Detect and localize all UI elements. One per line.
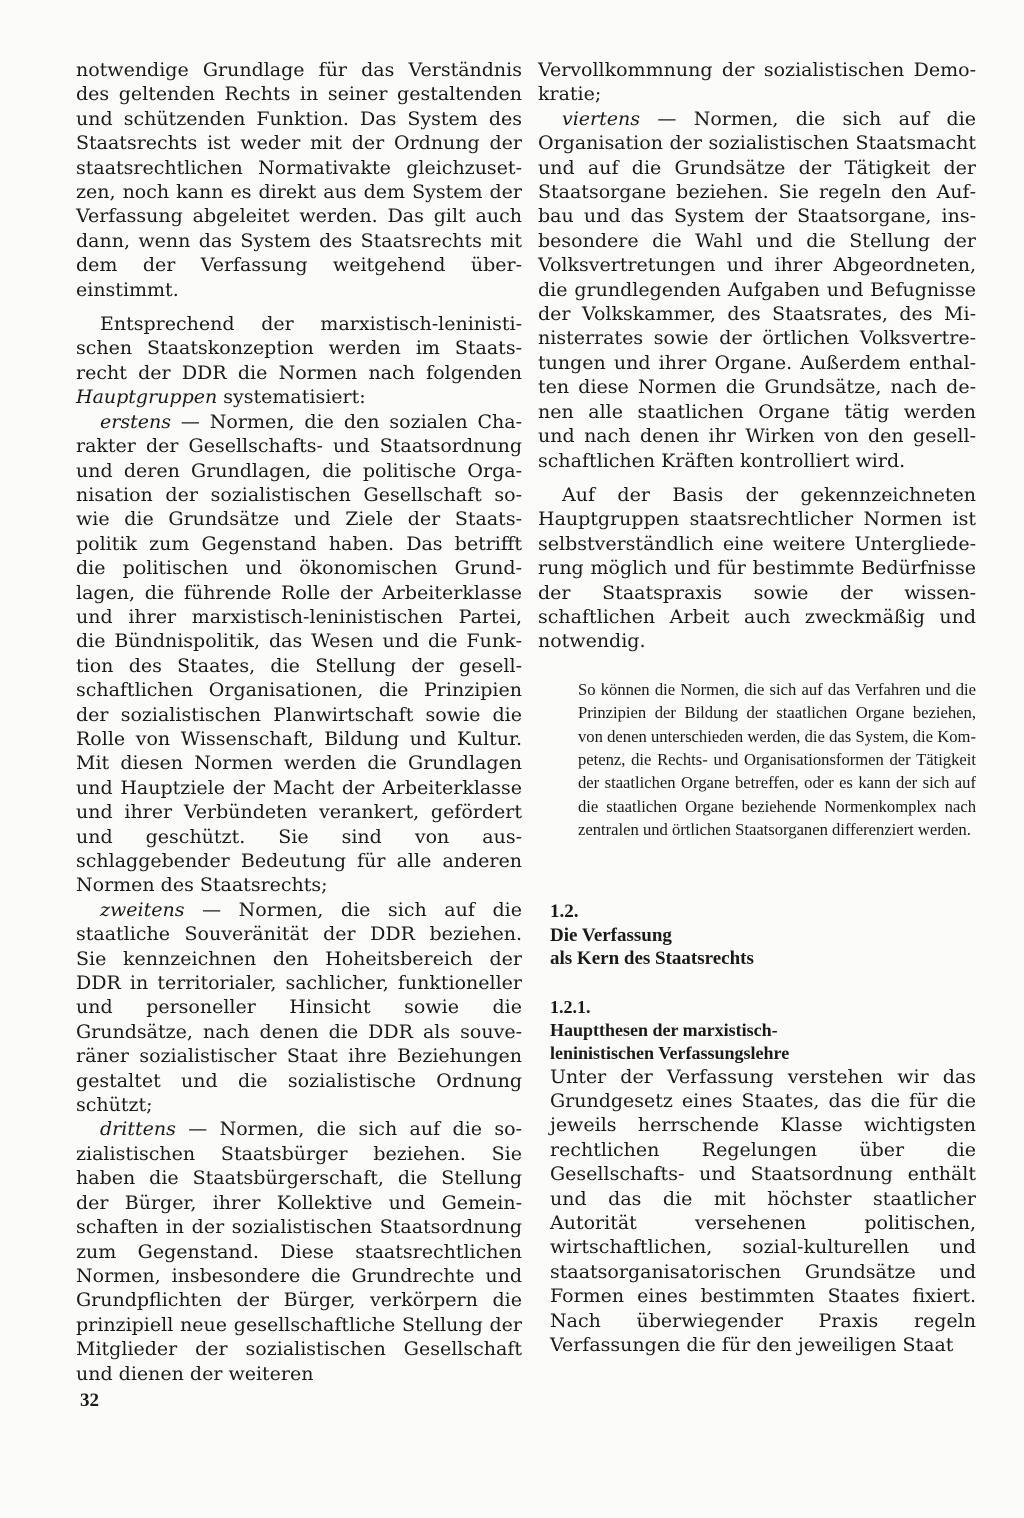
paragraph: zweitens — Normen, die sich auf die staatliche Souveränität der DDR beziehen. Sie kennzeichnen den Hoheitsbereich der DDR in territorialer, sachlicher, funktioneller und personeller Hinsicht sowie die Grundsätze, nach denen die DDR als souveräner sozialistischer Staat ihre Beziehungen gestaltet und die sozialistische Ordnung schützt; bbox=[76, 898, 522, 1117]
paragraph: drittens — Normen, die sich auf die sozialistischen Staatsbürger beziehen. Sie haben die Staatsbürgerschaft, die Stellung der Bürger, ihrer Kollektive und Gemeinschaften in der sozialistischen Staatsordnung zum Gegenstand. Diese staatsrechtlichen Normen, insbesondere die Grundrechte und Grundpflichten der Bürger, verkörpern die prinzipiell neue gesellschaftliche Stellung der Mitglieder der sozialistischen Gesellschaft und dienen der weiteren bbox=[76, 1118, 522, 1385]
paragraph: viertens — Normen, die sich auf die Organisation der sozialistischen Staatsmacht und auf die Grundsätze der Tätigkeit der Staatsorgane beziehen. Sie regeln den Aufbau und das System der Staatsorgane, insbesondere die Wahl und die Stellung der Volksvertretungen und ihrer Abgeordneten, die grundlegenden Aufgaben und Befugnisse der Volkskammer, des Staatsrates, des Ministerrates sowie der örtlichen Volksvertretungen und ihrer Organe. Außerdem enthalten diese Normen die Grundsätze, nach denen alle staatlichen Organe tätig werden und nach denen ihr Wirken von den gesellschaftlichen Kräften kontrolliert wird. bbox=[538, 107, 976, 472]
right-column bbox=[538, 58, 976, 1357]
section-title-line: Die Verfassung bbox=[550, 924, 672, 946]
subsection-title-line: leninistischen Verfassungslehre bbox=[550, 1042, 790, 1063]
paragraph: erstens — Normen, die den sozialen Charakter der Gesellschafts- und Staatsordnung und deren Grundlagen, die politische Organisation der sozialistischen Gesellschaft sowie die Grundsätze und Ziele der Staatspolitik zum Gegenstand haben. Das betrifft die politischen und ökonomischen Grundlagen, die führende Rolle der Arbeiterklasse und ihrer marxistisch-leninistischen Partei, die Bündnispolitik, das Wesen und die Funktion des Staates, die Stellung der gesellschaftlichen Organisationen, die Prinzipien der sozialistischen Planwirtschaft sowie die Rolle von Wissenschaft, Bildung und Kultur. Mit diesen Normen werden die Grundlagen und Hauptziele der Macht der Arbeiterklasse und ihrer Verbündeten verankert, gefördert und geschützt. Sie sind von ausschlaggebender Bedeutung für alle anderen Normen des Staatsrechts; bbox=[76, 410, 522, 897]
paragraph: Auf der Basis der gekennzeichneten Hauptgruppen staatsrechtlicher Normen ist selbstverständlich eine weitere Untergliederung möglich und für bestimmte Bedürfnisse der Staatspraxis sowie der wissenschaftlichen Arbeit auch zweckmäßig und notwendig. bbox=[538, 483, 976, 653]
section-number: 1.2. bbox=[550, 900, 579, 922]
subsection-title-line: Hauptthesen der marxistisch- bbox=[550, 1019, 778, 1040]
paragraph: Entsprechend der marxistisch-leninistischen Staatskonzeption werden im Staatsrecht der DDR die Normen nach folgenden Hauptgruppen systematisiert: bbox=[76, 313, 522, 409]
paragraph: notwendige Grundlage für das Verständnis des geltenden Rechts in seiner gestaltenden und schützenden Funktion. Das System des Staatsrechts ist weder mit der Ordnung der staatsrechtlichen Normativakte gleichzusetzen, noch kann es direkt aus dem System der Verfassung abgeleitet werden. Das gilt auch dann, wenn das System des Staatsrechts mit dem der Verfassung weitgehend übereinstimmt. bbox=[76, 59, 522, 301]
section-title-line: als Kern des Staatsrechts bbox=[550, 947, 754, 969]
subsection-number: 1.2.1. bbox=[550, 996, 591, 1017]
left-column bbox=[76, 58, 522, 1386]
page-number: 32 bbox=[80, 1390, 99, 1411]
small-print-note: So können die Normen, die sich auf das Verfahren und die Prinzipien der Bildung der staatlichen Organe beziehen, von denen unterschieden werden, die das System, die Kompetenz, die Rechts- und Organisationsformen der Tätigkeit der staatlichen Organe betreffen, oder es kann der sich auf die staatlichen Organe beziehende Normenkomplex nach zentralen und örtlichen Staatsorganen differenziert werden. bbox=[578, 679, 976, 840]
paragraph: Vervollkommnung der sozialistischen Demokratie; bbox=[538, 59, 976, 106]
paragraph: Unter der Verfassung verstehen wir das Grundgesetz eines Staates, das die für die jeweils herrschende Klasse wichtigsten rechtlichen Regelungen über die Gesellschafts- und Staatsordnung enthält und das die mit höchster staatlicher Autorität versehenen politischen, wirtschaftlichen, sozial-kulturellen und staatsorganisatorischen Grundsätze und Formen eines bestimmten Staates fixiert. Nach überwiegender Praxis regeln Verfassungen die für den jeweiligen Staat bbox=[550, 1065, 976, 1357]
